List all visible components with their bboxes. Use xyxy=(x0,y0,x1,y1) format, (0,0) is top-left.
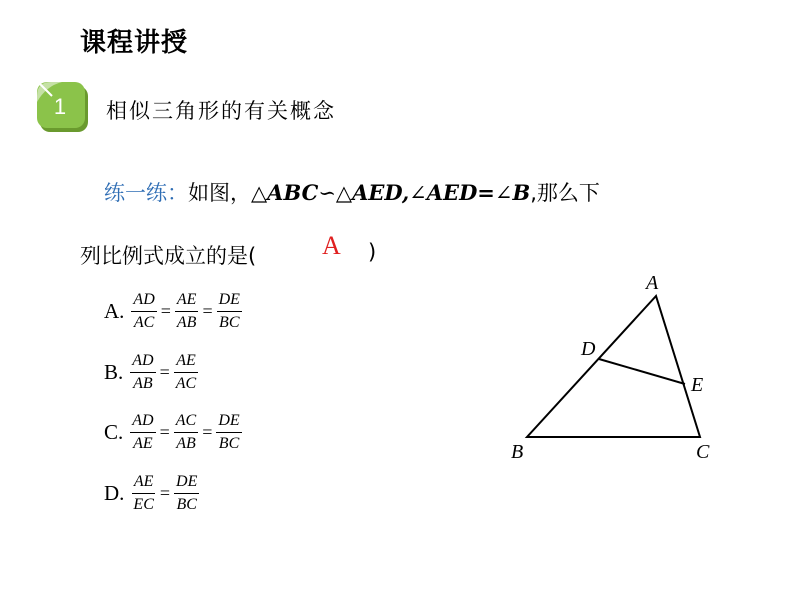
fraction: $\frac{AD}{AE}$ xyxy=(132,411,154,452)
fraction: $\frac{DE}{BC}$ xyxy=(218,290,240,331)
triangle-abc xyxy=(527,296,700,437)
fraction: $\frac{AE}{AB}$ xyxy=(176,290,197,331)
fraction: $\frac{AD}{AB}$ xyxy=(132,351,154,392)
point-label-e: E xyxy=(691,374,704,396)
point-label-c: C xyxy=(696,441,710,463)
point-label-d: D xyxy=(581,338,596,360)
topic-title: 相似三角形的有关概念 xyxy=(106,99,336,123)
fraction: $\frac{AD}{AC}$ xyxy=(133,290,155,331)
point-label-a: A xyxy=(646,272,659,294)
option-d[interactable]: D. $\frac{AE}{EC}$ = $\frac{DE}{BC}$ xyxy=(104,472,198,513)
segment-de xyxy=(599,359,685,384)
option-a[interactable]: A. $\frac{AD}{AC}$ = $\frac{AE}{AB}$ = $\frac{DE}{BC}$ xyxy=(104,290,240,331)
section-title: 课程讲授 xyxy=(80,28,189,58)
fraction: $\frac{AE}{AC}$ xyxy=(175,351,197,392)
fraction: $\frac{AC}{AB}$ xyxy=(175,411,197,452)
option-c[interactable]: C. $\frac{AD}{AE}$ = $\frac{AC}{AB}$ = $\frac{DE}{BC}$ xyxy=(104,411,240,452)
answer-text: A xyxy=(322,231,341,260)
question-lead: 练一练： xyxy=(104,181,188,205)
option-b[interactable]: B. $\frac{AD}{AB}$ = $\frac{AE}{AC}$ xyxy=(104,351,197,392)
fraction: $\frac{DE}{BC}$ xyxy=(218,411,240,452)
point-label-b: B xyxy=(511,441,524,463)
badge-number: 1 xyxy=(53,94,67,119)
fraction: $\frac{DE}{BC}$ xyxy=(176,472,198,513)
question-close-paren: ) xyxy=(368,240,377,264)
fraction: $\frac{AE}{EC}$ xyxy=(133,472,154,513)
question-line-2: 列比例式成立的是( xyxy=(80,244,257,268)
question-line-1: 练一练：如图，△ABC∽△AED,∠AED=∠B,那么下 xyxy=(104,180,600,205)
